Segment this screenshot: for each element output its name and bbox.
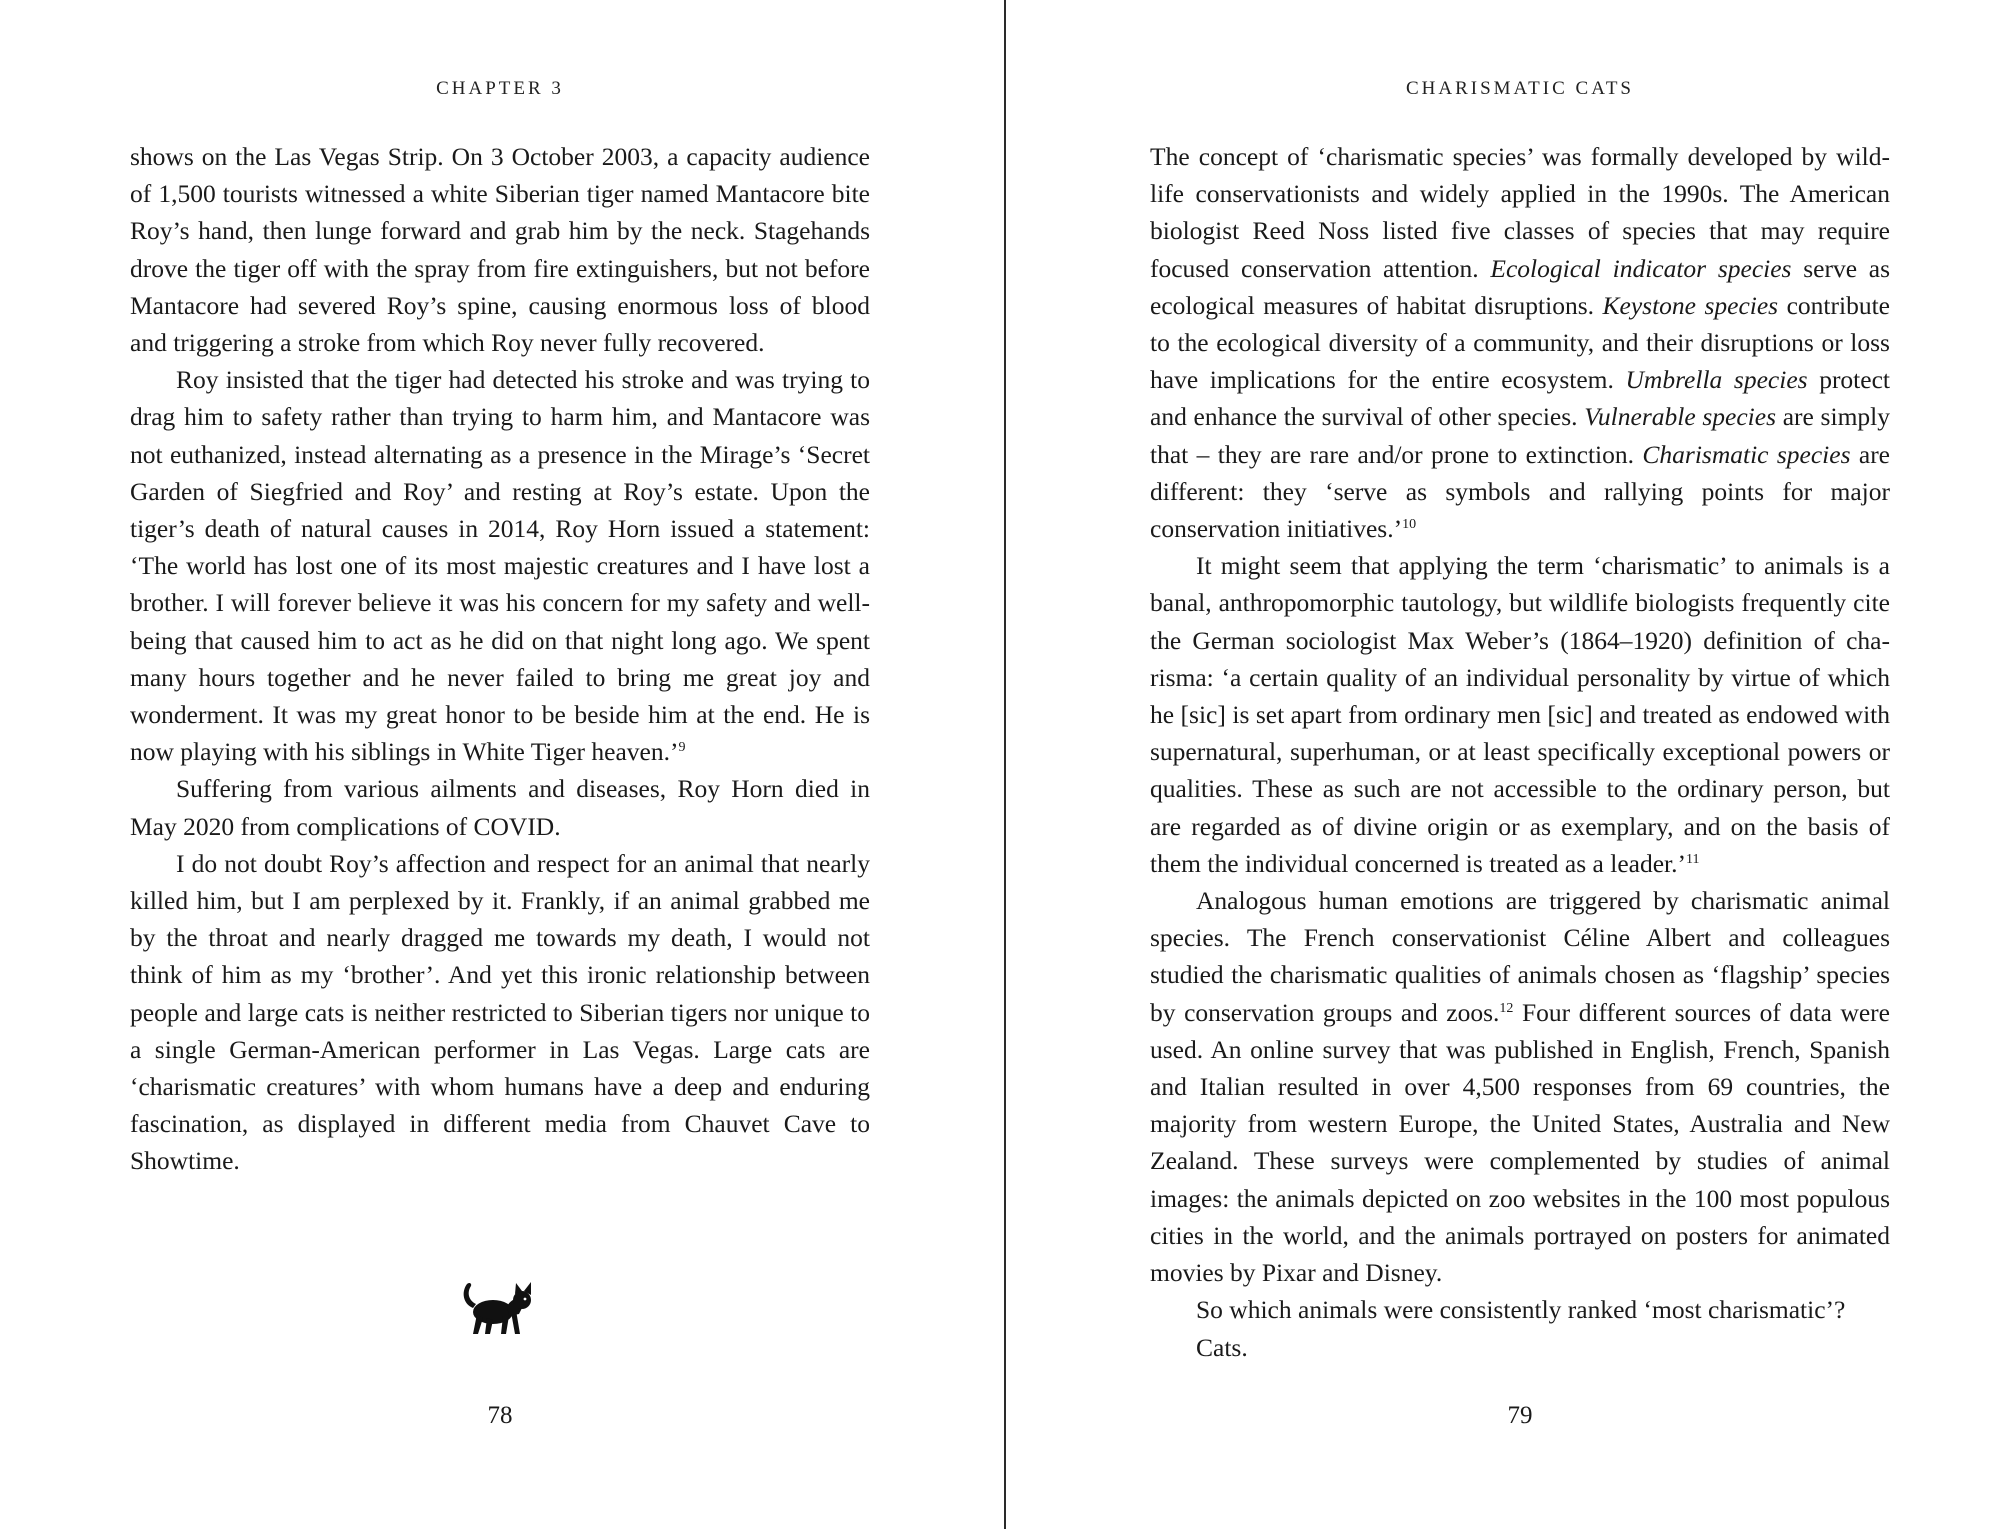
paragraph-2: Roy insisted that the tiger had detected his stroke and was trying to drag him to safety rather than trying to harm him, and Mantacore was not euthanized, instead alternating as a presence in the Mirage’s ‘Secret Garden of Siegfried and Roy’ and resting at Roy’s estate. Upon the tiger’s death of natural causes in 2014, Roy Horn issued a statement: ‘The world has lost one of its most majestic creatures and I have lost a brother. I will forever believe it was his concern for my safety and well-being that caused him to act as he did on that night long ago. We spent many hours together and he never failed to bring me great joy and wonderment. It was my great honor to be beside him at the end. He is now playing with his siblings in White Tiger heaven.’$^9$ [130, 365, 870, 767]
footnote-mark-12[interactable]: 12 [1499, 1000, 1514, 1016]
term-ecological-indicator: Ecological indicator species [1490, 253, 1792, 283]
paragraph-3: Suffering from various ailments and diseases, Roy Horn died in May 2020 from complications of COVID. [130, 774, 870, 841]
paragraph-1: shows on the Las Vegas Strip. On 3 October 2003, a capacity audience of 1,500 tourists witnessed a white Siberian tiger named Mantacore bite Roy’s hand, then lunge forward and grab him by the neck. Stagehands drove the tiger off with the spray from fire extinguishers, but not before Mantacore had severed Roy’s spine, causing enormous loss of blood and triggering a stroke from which Roy never fully recovered. [130, 142, 870, 358]
running-head-right: CHARISMATIC CATS [1405, 78, 1634, 99]
page-number-left: 78 [487, 1402, 513, 1429]
paragraph-5: Cats. [1196, 1332, 1248, 1362]
paragraph-3: Analogous human emotions are triggered by charismatic animal species. The French conservationist Céline Albert and colleagues studied the charismatic qualities of animals chosen as ‘flagship’ species by conservation groups and zoos.$^{12}$ Four different sources of data were used. An online survey that was published in English, French, Spanish and Italian resulted in over 4,500 responses from 69 countries, the majority from western Europe, the United States, Australia and New Zealand. These surveys were complemented by studies of animal images: the animals depicted on zoo websites in the 100 most populous cities in the world, and the animals portrayed on posters for animated movies by Pixar and Disney. [1150, 886, 1890, 1288]
page-number-right: 79 [1507, 1402, 1533, 1429]
spine-divider [1004, 0, 1006, 1529]
footnote-mark-11[interactable]: 11 [1686, 851, 1700, 867]
paragraph-1: The concept of ‘charismatic species’ was formally developed by wildlife conservationists and widely applied in the 1990s. The American biologist Reed Noss listed five classes of species that may require focused conservation attention. Ecological indicator species serve as ecological measures of habitat disruptions. Keystone species contribute to the ecological diversity of a community, and their disruptions or loss have implications for the entire ecosystem. Umbrella species protect and enhance the survival of other species. Vulnerable species are simply that – they are rare and/or prone to extinction. Charismatic species are different: they ‘serve as symbols and rallying points for major conservation initiatives.’$^{10}$ [1150, 142, 1891, 544]
paragraph-2: It might seem that applying the term ‘charismatic’ to animals is a banal, anthropomorphic tautology, but wildlife biologists frequently cite the German sociologist Max Weber’s (1864–1920) definition of charisma: ‘a certain quality of an individual personality by virtue of which he [sic] is set apart from ordinary men [sic] and treated as endowed with supernatural, superhuman, or at least specifically exceptional powers or qualities. These as such are not accessible to the ordinary person, but are regarded as of divine origin or as exemplary, and on the basis of them the individual concerned is treated as a leader.’$^{11}$ [1150, 551, 1890, 878]
footnote-mark-9[interactable]: 9 [678, 740, 686, 756]
left-page [130, 0, 870, 1529]
term-charismatic: Charismatic species [1642, 439, 1851, 469]
left-page-text [130, 138, 870, 1180]
running-head-left: CHAPTER 3 [436, 78, 564, 99]
footnote-mark-10[interactable]: 10 [1402, 517, 1417, 533]
term-vulnerable: Vulnerable species [1584, 402, 1777, 432]
paragraph-4: I do not doubt Roy’s affection and respect for an animal that nearly killed him, but I am perplexed by it. Frankly, if an animal grabbed me by the throat and nearly dragged me towards my death, I would not think of him as my ‘brother’. And yet this ironic relationship between people and large cats is neither restricted to Siberian tigers nor unique to a single German-American performer in Las Vegas. Large cats are ‘charismatic creatures’ with whom humans have a deep and enduring fascination, as displayed in different media from Chauvet Cave to Showtime. [130, 848, 870, 1176]
term-umbrella: Umbrella species [1625, 365, 1808, 395]
black-cat-icon [459, 1278, 537, 1336]
paragraph-4: So which animals were consistently ranked ‘most charismatic’? [1196, 1295, 1846, 1325]
right-page [1150, 0, 1890, 1529]
right-page-text [1150, 138, 1890, 1366]
term-keystone: Keystone species [1602, 290, 1779, 320]
